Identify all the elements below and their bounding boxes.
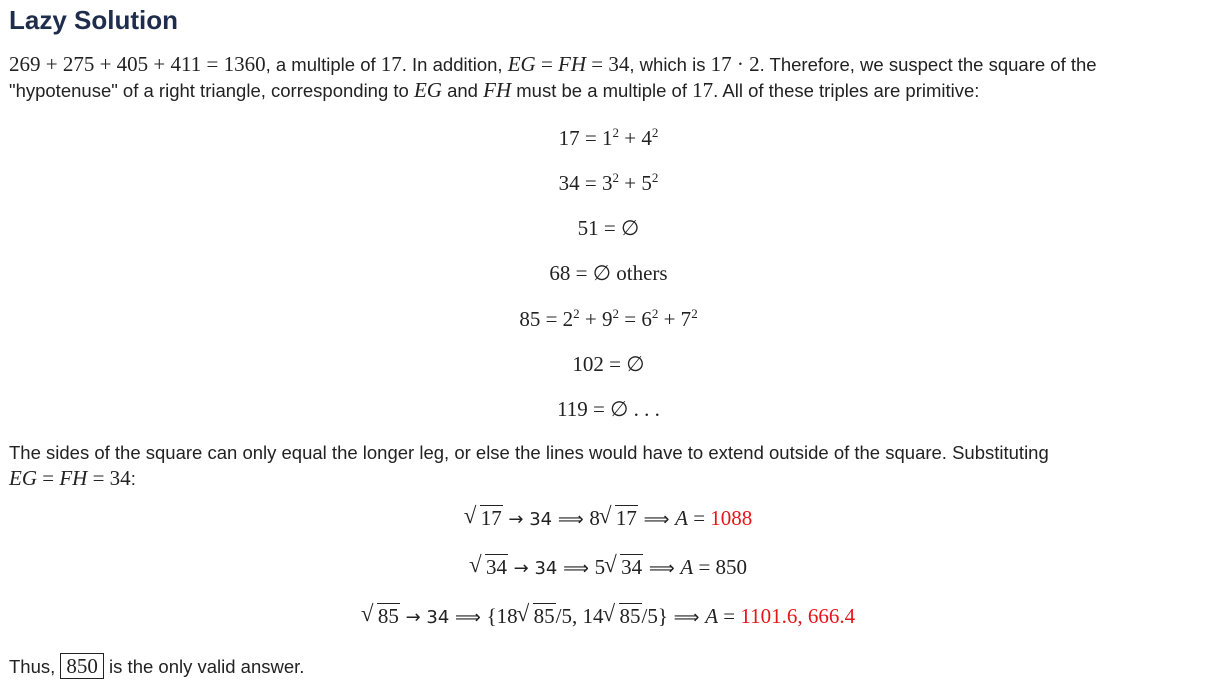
conclusion-text: is the only valid answer.	[103, 656, 305, 677]
math-fh: FH	[558, 52, 587, 76]
sqrt-85: √ 85	[362, 602, 400, 630]
math-17: 17	[380, 52, 402, 76]
intro-line-1	[9, 51, 1097, 78]
substitution-row-34: √ 34 → 34 ⟹ 5√ 34 ⟹ A = 850	[0, 553, 1217, 583]
sqrt-34: √ 34	[470, 553, 508, 581]
intro-text: . All of these triples are primitive:	[713, 80, 980, 101]
equation-102: 102 = ∅	[572, 352, 645, 376]
math-fh: FH	[59, 466, 88, 490]
math-34: = 34	[87, 466, 131, 490]
intro-text: and	[441, 80, 484, 101]
equation-17: $17 = 1^2 + 4^2$	[558, 125, 659, 150]
intro-text: . In addition,	[401, 54, 508, 75]
conclusion-text: Thus,	[9, 656, 61, 677]
colon: :	[130, 468, 136, 489]
sides-line-2	[9, 465, 136, 492]
math-34: = 34	[586, 52, 630, 76]
intro-text: must be a multiple of	[511, 80, 693, 101]
equation-85: $85 = 2^2 + 9^2 = 6^2 + 7^2$	[519, 306, 698, 331]
intro-text: , which is	[629, 54, 711, 75]
boxed-answer: 850	[60, 653, 104, 679]
valid-area-850: 850	[715, 555, 748, 579]
sum-expression: 269 + 275 + 405 + 411 = 1360	[9, 52, 266, 76]
equation-51: 51 = ∅	[577, 216, 640, 240]
sqrt-85: √ 85	[518, 602, 556, 630]
math-product: 17 · 2	[710, 52, 760, 76]
sqrt-34: √ 34	[605, 553, 643, 581]
substitution-row-17: √ 17 → 34 ⟹ 8√ 17 ⟹ A = 1088	[0, 504, 1217, 534]
substitution-row-85: √ 85 → 34 ⟹ {18√ 85/5, 14√ 85/5} ⟹ A = 1101.6, 666.4	[0, 602, 1217, 632]
intro-text: . Therefore, we suspect the square of the	[759, 54, 1097, 75]
sqrt-17: √ 17	[600, 504, 638, 532]
equation-119: 119 = ∅ . . .	[557, 397, 660, 421]
equation-68: 68 = ∅ others	[549, 261, 668, 285]
intro-text: "hypotenuse" of a right triangle, corresponding to	[9, 80, 414, 101]
invalid-area-pair: 1101.6, 666.4	[740, 604, 856, 628]
intro-line-2	[9, 77, 979, 104]
math-eg: EG	[9, 466, 37, 490]
math-eg: EG	[413, 78, 442, 102]
invalid-area-1088: 1088	[710, 506, 753, 530]
math-eg: EG	[507, 52, 536, 76]
conclusion	[9, 653, 304, 680]
math-eq: =	[535, 52, 559, 76]
section-heading: Lazy Solution	[9, 5, 178, 35]
math-fh: FH	[483, 78, 512, 102]
sides-line-1: The sides of the square can only equal the longer leg, or else the lines would have to extend outside of the square. Substituting	[9, 442, 1049, 463]
sqrt-85: √ 85	[604, 602, 642, 630]
math-17: 17	[692, 78, 714, 102]
equation-34: $34 = 3^2 + 5^2$	[558, 170, 659, 195]
intro-text: , a multiple of	[265, 54, 381, 75]
math-eq: =	[37, 466, 60, 490]
sqrt-17: √ 17	[465, 504, 503, 532]
